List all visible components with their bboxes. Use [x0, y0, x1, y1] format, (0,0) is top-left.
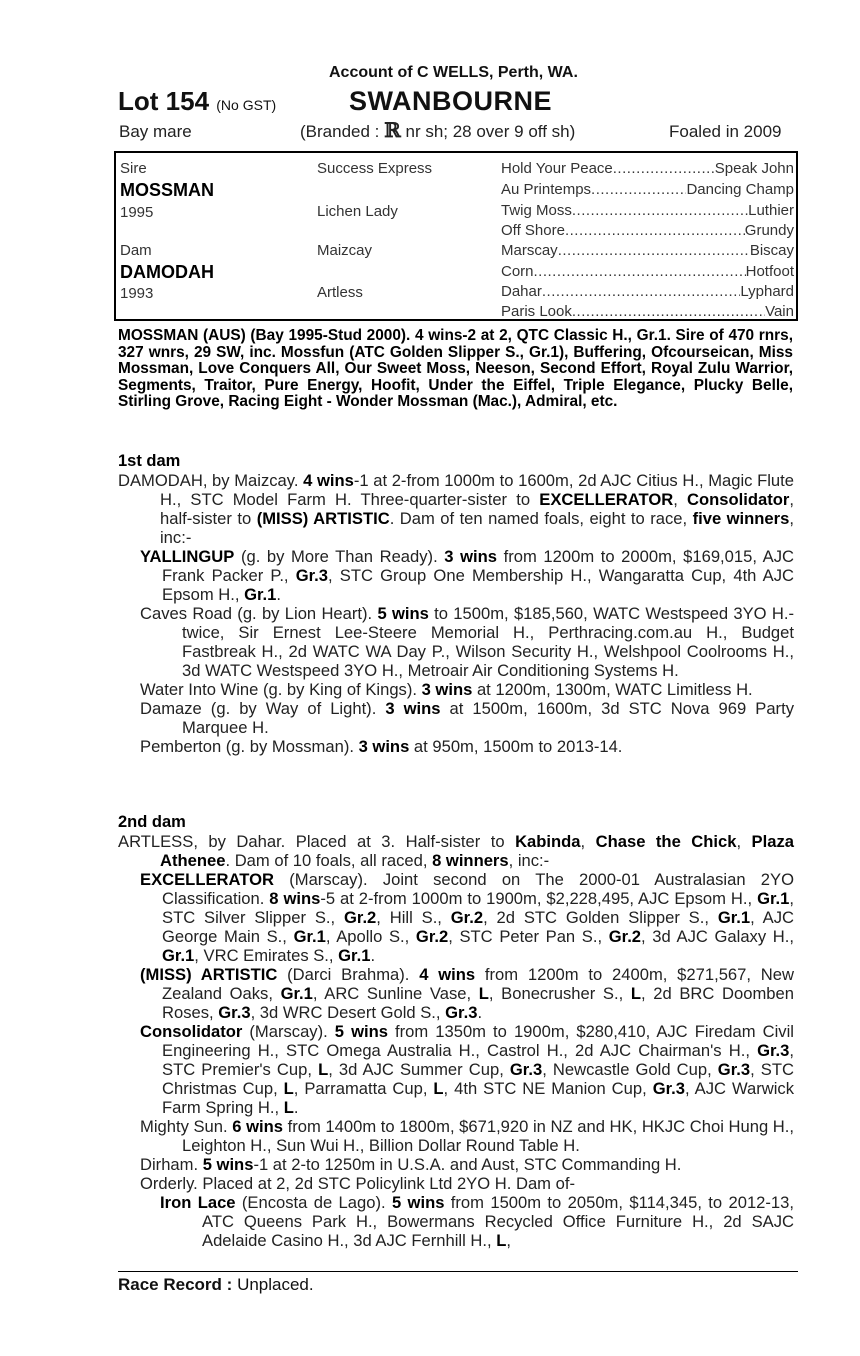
bold-text: Gr.3 — [218, 1003, 251, 1022]
bold-text: 5 wins — [377, 604, 429, 623]
progeny-entry: YALLINGUP (g. by More Than Ready). 3 wins from 1200m to 2000m, $169,015, AJC Frank Packer P., Gr.3, STC Group One Membership H., Wangaratta Cup, 4th AJC Epsom H., Gr.1. — [140, 547, 794, 604]
dam-dam: Artless — [317, 284, 363, 301]
pedigree-table — [114, 151, 798, 321]
ancestor-line: Hold Your Peace ..... Speak John — [501, 160, 794, 177]
dam-label: Dam — [120, 242, 152, 259]
brand-info — [300, 118, 576, 142]
bold-text: Plaza Athenee — [160, 832, 794, 870]
bold-text: L — [283, 1079, 294, 1098]
bold-text: Gr.2 — [415, 927, 449, 946]
bold-text: Gr.1 — [280, 984, 313, 1003]
second-dam-heading: 2nd dam — [118, 813, 186, 831]
ancestor-line: Au Printemps ..... Dancing Champ — [501, 181, 794, 198]
bold-text: 8 wins — [269, 889, 321, 908]
bold-text: Gr.1 — [757, 889, 790, 908]
bold-text: L — [318, 1060, 329, 1079]
first-dam-section — [118, 452, 794, 756]
bold-text: (MISS) ARTISTIC — [140, 965, 278, 984]
progeny-entry: Mighty Sun. 6 wins from 1400m to 1800m, $671,920 in NZ and HK, HKJC Choi Hung H., Leighton H., Sun Wui H., Billion Dollar Round Table H. — [140, 1117, 794, 1155]
bold-text: L — [630, 984, 641, 1003]
bold-text: EXCELLERATOR — [539, 490, 674, 509]
bold-text: Gr.1 — [162, 946, 195, 965]
bold-text: Gr.3 — [295, 566, 329, 585]
bold-text: Gr.1 — [338, 946, 371, 965]
bold-text: 3 wins — [385, 699, 441, 718]
progeny-entry: Orderly. Placed at 2, 2d STC Policylink Ltd 2YO H. Dam of- — [140, 1174, 575, 1193]
bold-text: Consolidator — [687, 490, 790, 509]
bold-text: Gr.3 — [652, 1079, 685, 1098]
progeny-entry: Caves Road (g. by Lion Heart). 5 wins to 1500m, $185,560, WATC Westspeed 3YO H.-twice, Sir Ernest Lee-Steere Memorial H., Perthracing.com.au H., Budget Fastbreak H., 2d WATC WA Day P., Wilson Security H., Welshpool Coolrooms H., 3d WATC Westspeed 3YO H., Metroair Air Conditioning Systems H. — [140, 604, 794, 680]
bold-text: Gr.2 — [344, 908, 377, 927]
bold-text: L — [478, 984, 489, 1003]
sire-sire: Success Express — [317, 160, 433, 177]
bold-text: 4 wins — [419, 965, 476, 984]
progeny-entry: (MISS) ARTISTIC (Darci Brahma). 4 wins from 1200m to 2400m, $271,567, New Zealand Oaks, Gr.1, ARC Sunline Vase, L, Bonecrusher S., L, 2d BRC Doomben Roses, Gr.3, 3d WRC Desert Gold S., Gr.3. — [140, 965, 794, 1022]
bold-text: Gr.1 — [717, 908, 751, 927]
ancestor-line: Twig Moss ..... Luthier — [501, 202, 794, 219]
divider — [118, 1271, 798, 1272]
sire-dam: Lichen Lady — [317, 203, 398, 220]
bold-text: 3 wins — [421, 680, 473, 699]
vendor-account: Account of C WELLS, Perth, WA. — [329, 64, 578, 81]
sire-name: MOSSMAN — [120, 180, 214, 200]
bold-text: 5 wins — [334, 1022, 388, 1041]
progeny-entry: Consolidator (Marscay). 5 wins from 1350m to 1900m, $280,410, AJC Firedam Civil Engineering H., STC Omega Australia H., Castrol H., 2d AJC Chairman's H., Gr.3, STC Premier's Cup, L, 3d AJC Summer Cup, Gr.3, Newcastle Gold Cup, Gr.3, STC Christmas Cup, L, Parramatta Cup, L, 4th STC NE Manion Cup, Gr.3, AJC Warwick Farm Spring H., L. — [140, 1022, 795, 1117]
ancestor-line: Off Shore ..... Grundy — [501, 222, 794, 239]
bold-text: Gr.2 — [608, 927, 642, 946]
progeny-entry: Damaze (g. by Way of Light). 3 wins at 1500m, 1600m, 3d STC Nova 969 Party Marquee H. — [140, 699, 794, 737]
dam-name: DAMODAH — [120, 262, 214, 282]
ancestor-line: Dahar ..... Lyphard — [501, 283, 794, 300]
bold-text: Kabinda — [515, 832, 581, 851]
gst-note: (No GST) — [216, 97, 277, 113]
horse-sex-colour: Bay mare — [119, 122, 192, 141]
bold-text: Gr.2 — [450, 908, 484, 927]
progeny-entry: Water Into Wine (g. by King of Kings). 3 wins at 1200m, 1300m, WATC Limitless H. — [140, 680, 753, 699]
race-record-label: Race Record : — [118, 1275, 233, 1294]
bold-text: 3 wins — [444, 547, 498, 566]
progeny-entry: Pemberton (g. by Mossman). 3 wins at 950m, 1500m to 2013-14. — [140, 737, 623, 756]
sire-label: Sire — [120, 160, 147, 177]
bold-text: five winners — [692, 509, 790, 528]
race-record — [118, 1275, 314, 1295]
bold-text: EXCELLERATOR — [140, 870, 274, 889]
bold-text: Gr.3 — [509, 1060, 543, 1079]
horse-name: SWANBOURNE — [349, 86, 553, 116]
bold-text: L — [283, 1098, 294, 1117]
bold-text: Gr.3 — [445, 1003, 478, 1022]
sire-year: 1995 — [120, 204, 154, 221]
bold-text: Iron Lace — [160, 1193, 236, 1212]
bold-text: 8 winners — [432, 851, 509, 870]
sire-summary: MOSSMAN (AUS) (Bay 1995-Stud 2000). 4 wins-2 at 2, QTC Classic H., Gr.1. Sire of 470 rnrs, 327 wnrs, 29 SW, inc. Mossfun (ATC Golden Slipper S., Gr.1), Buffering, Ofcourseican, Miss Mossman, Love Conquers All, Our Sweet Moss, Neeson, Second Effort, Royal Zulu Warrior, Segments, Traitor, Pure Energy, Hoofit, Under the Eiffel, Triple Elegance, Plucky Belle, Stirling Grove, Racing Eight - Wonder Mossman (Mac.), Admiral, etc. — [118, 327, 793, 410]
ancestor-line: Paris Look ..... Vain — [501, 303, 794, 320]
bold-text: 6 wins — [232, 1117, 283, 1136]
bold-text: 5 wins — [202, 1155, 254, 1174]
bold-text: Gr.1 — [244, 585, 277, 604]
bold-text: (MISS) ARTISTIC — [256, 509, 390, 528]
bold-text: Chase the Chick — [595, 832, 737, 851]
bold-text: L — [496, 1231, 507, 1250]
bold-text: 5 wins — [391, 1193, 445, 1212]
first-dam-intro: DAMODAH, by Maizcay. 4 wins-1 at 2-from 1000m to 1600m, 2d AJC Citius H., Magic Flute H., STC Model Farm H. Three-quarter-sister to EXCELLERATOR, Consolidator, half-sister to (MISS) ARTISTIC. Dam of ten named foals, eight to race, five winners, inc:- — [118, 471, 794, 547]
ancestor-line: Marscay ..... Biscay — [501, 242, 794, 259]
second-dam-section — [118, 813, 794, 1250]
progeny-entry: Dirham. 5 wins-1 at 2-to 1250m in U.S.A. and Aust, STC Commanding H. — [140, 1155, 682, 1174]
lot-number — [118, 86, 276, 117]
brand-prefix: (Branded : — [300, 122, 380, 141]
brand-mark-icon: ℝ — [384, 118, 401, 142]
progeny-entry: EXCELLERATOR (Marscay). Joint second on The 2000-01 Australasian 2YO Classification. 8 wins-5 at 2-from 1000m to 1900m, $2,228,495, AJC Epsom H., Gr.1, STC Silver Slipper S., Gr.2, Hill S., Gr.2, 2d STC Golden Slipper S., Gr.1, AJC George Main S., Gr.1, Apollo S., Gr.2, STC Peter Pan S., Gr.2, 3d AJC Galaxy H., Gr.1, VRC Emirates S., Gr.1. — [140, 870, 795, 965]
foaled-year: Foaled in 2009 — [669, 122, 782, 141]
race-record-value: Unplaced. — [237, 1275, 314, 1294]
bold-text: Gr.3 — [717, 1060, 751, 1079]
first-dam-heading: 1st dam — [118, 452, 181, 470]
bold-text: Gr.1 — [293, 927, 326, 946]
bold-text: Gr.3 — [757, 1041, 790, 1060]
bold-text: YALLINGUP — [140, 547, 235, 566]
bold-text: Consolidator — [140, 1022, 243, 1041]
bold-text: 4 wins — [303, 471, 354, 490]
lot-label: Lot 154 — [118, 86, 210, 116]
dam-sire: Maizcay — [317, 242, 373, 259]
brand-suffix: nr sh; 28 over 9 off sh) — [405, 122, 576, 141]
bold-text: 3 wins — [358, 737, 410, 756]
dam-year: 1993 — [120, 285, 154, 302]
grandchild-entry: Iron Lace (Encosta de Lago). 5 wins from 1500m to 2050m, $114,345, to 2012-13, ATC Queens Park H., Bowermans Recycled Office Furniture H., 2d SAJC Adelaide Casino H., 3d AJC Fernhill H., L, — [160, 1193, 794, 1250]
bold-text: L — [433, 1079, 444, 1098]
second-dam-intro: ARTLESS, by Dahar. Placed at 3. Half-sister to Kabinda, Chase the Chick, Plaza Athenee. Dam of 10 foals, all raced, 8 winners, inc:- — [118, 832, 794, 870]
ancestor-line: Corn ..... Hotfoot — [501, 263, 794, 280]
